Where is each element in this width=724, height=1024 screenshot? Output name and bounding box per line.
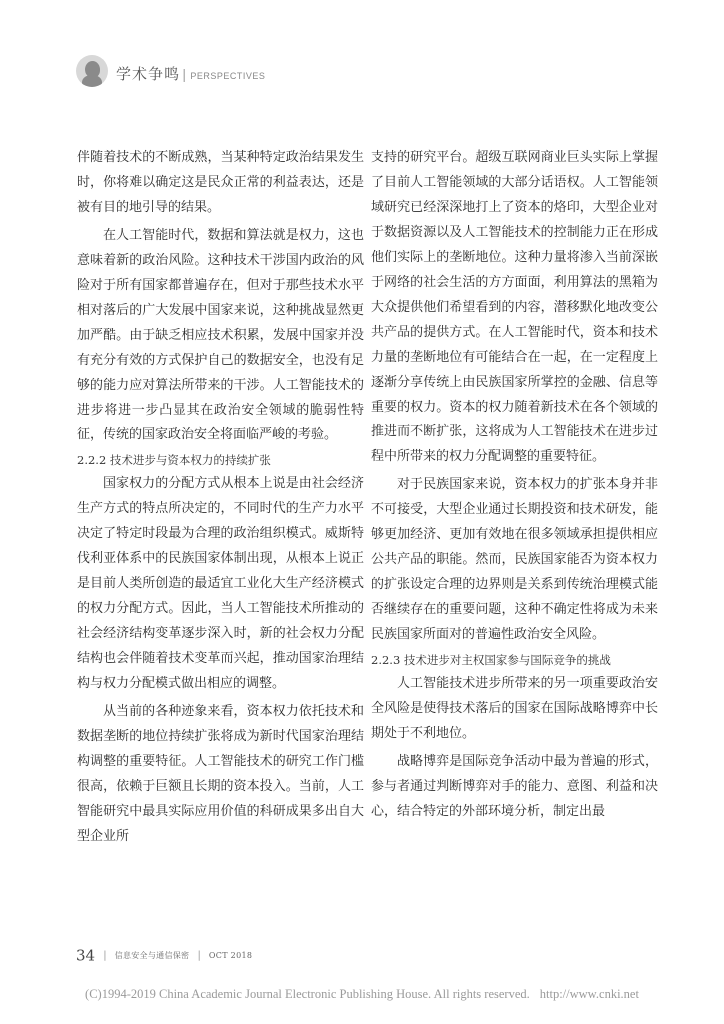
paragraph: 在人工智能时代，数据和算法就是权力，这也意味着新的政治风险。这种技术干涉国内政治的风险对于所有国家都普遍存在，但对于那些技术水平相对落后的广大发展中国家来说，这种挑战显然更加严酷。由于缺乏相应技术积累，发展中国家并没有充分有效的方式保护自己的数据安全，也没有足够的能力应对算法所带来的干涉。人工智能技术的进步将进一步凸显其在政治安全领域的脆弱性特征，传统的国家政治安全将面临严峻的考验。 <box>77 227 364 443</box>
section-logo-icon <box>76 55 108 87</box>
left-column <box>77 146 364 850</box>
journal-name: 信息安全与通信保密 <box>114 951 190 960</box>
paragraph: 从当前的各种迹象来看，资本权力依托技术和数据垄断的地位持续扩张将成为新时代国家治理结构调整的重要特征。人工智能技术的研究工作门槛很高，依赖于巨额且长期的资本投入。当前，人工智能研究中最具实际应用价值的科研成果多出自大型企业所 <box>77 704 364 844</box>
section-title-en: PERSPECTIVES <box>190 71 266 81</box>
section-heading: 2.2.3 技术进步对主权国家参与国际竞争的挑战 <box>371 653 611 668</box>
issue-date: OCT 2018 <box>208 951 253 960</box>
paragraph: 伴随着技术的不断成熟，当某种特定政治结果发生时，你将难以确定这是民众正常的利益表达，还是被有目的地引导的结果。 <box>77 150 364 215</box>
section-title-cn: 学术争鸣 <box>116 65 181 83</box>
footer-separator: | <box>103 950 107 961</box>
section-heading: 2.2.2 技术进步与资本权力的持续扩张 <box>77 453 271 468</box>
paragraph: 人工智能技术进步所带来的另一项重要政治安全风险是使得技术落后的国家在国际战略博弈中长期处于不利地位。 <box>371 676 658 741</box>
paragraph: 战略博弈是国际竞争活动中最为普遍的形式，参与者通过判断博弈对手的能力、意图、利益和决心，结合特定的外部环境分析，制定出最 <box>371 753 658 819</box>
right-column <box>371 146 658 825</box>
paragraph: 国家权力的分配方式从根本上说是由社会经济生产方式的特点所决定的，不同时代的生产力水平决定了特定时段最为合理的政治组织模式。威斯特伐利亚体系中的民族国家体制出现，从根本上说正是目前人类所创造的最适宜工业化大生产经济模式的权力分配方式。因此，当人工智能技术所推动的社会经济结构变革逐步深入时，新的社会权力分配结构也会伴随着技术变革而兴起，推动国家治理结构与权力分配模式做出相应的调整。 <box>77 476 364 692</box>
page-footer <box>76 945 252 965</box>
section-title <box>116 63 265 84</box>
copyright-text: (C)1994-2019 China Academic Journal Electronic Publishing House. All rights reserved. <box>85 987 530 1001</box>
header-separator: | <box>182 68 188 83</box>
copyright-notice <box>0 987 724 1002</box>
page-number: 34 <box>76 946 96 965</box>
paragraph: 对于民族国家来说，资本权力的扩张本身并非不可接受，大型企业通过长期投资和技术研发，能够更加经济、更加有效地在很多领域承担提供相应公共产品的职能。然而，民族国家能否为资本权力的扩张设定合理的边界则是关系到传统治理模式能否继续存在的重要问题，这种不确定性将成为未来民族国家所面对的普遍性政治安全风险。 <box>371 477 658 643</box>
paragraph: 支持的研究平台。超级互联网商业巨头实际上掌握了目前人工智能领域的大部分话语权。人工智能领域研究已经深深地打上了资本的烙印，大型企业对于数据资源以及人工智能技术的控制能力正在形成他们实际上的垄断地位。这种力量将渗入当前深嵌于网络的社会生活的方方面面，利用算法的黑箱为大众提供他们希望看到的内容，潜移默化地改变公共产品的提供方式。在人工智能时代，资本和技术力量的垄断地位有可能结合在一起，在一定程度上逐渐分享传统上由民族国家所掌控的金融、信息等重要的权力。资本的权力随着新技术在各个领域的推进而不断扩张，这将成为人工智能技术在进步过程中所带来的权力分配调整的重要特征。 <box>371 150 658 465</box>
footer-separator: | <box>197 950 201 961</box>
copyright-url: http://www.cnki.net <box>539 987 639 1001</box>
